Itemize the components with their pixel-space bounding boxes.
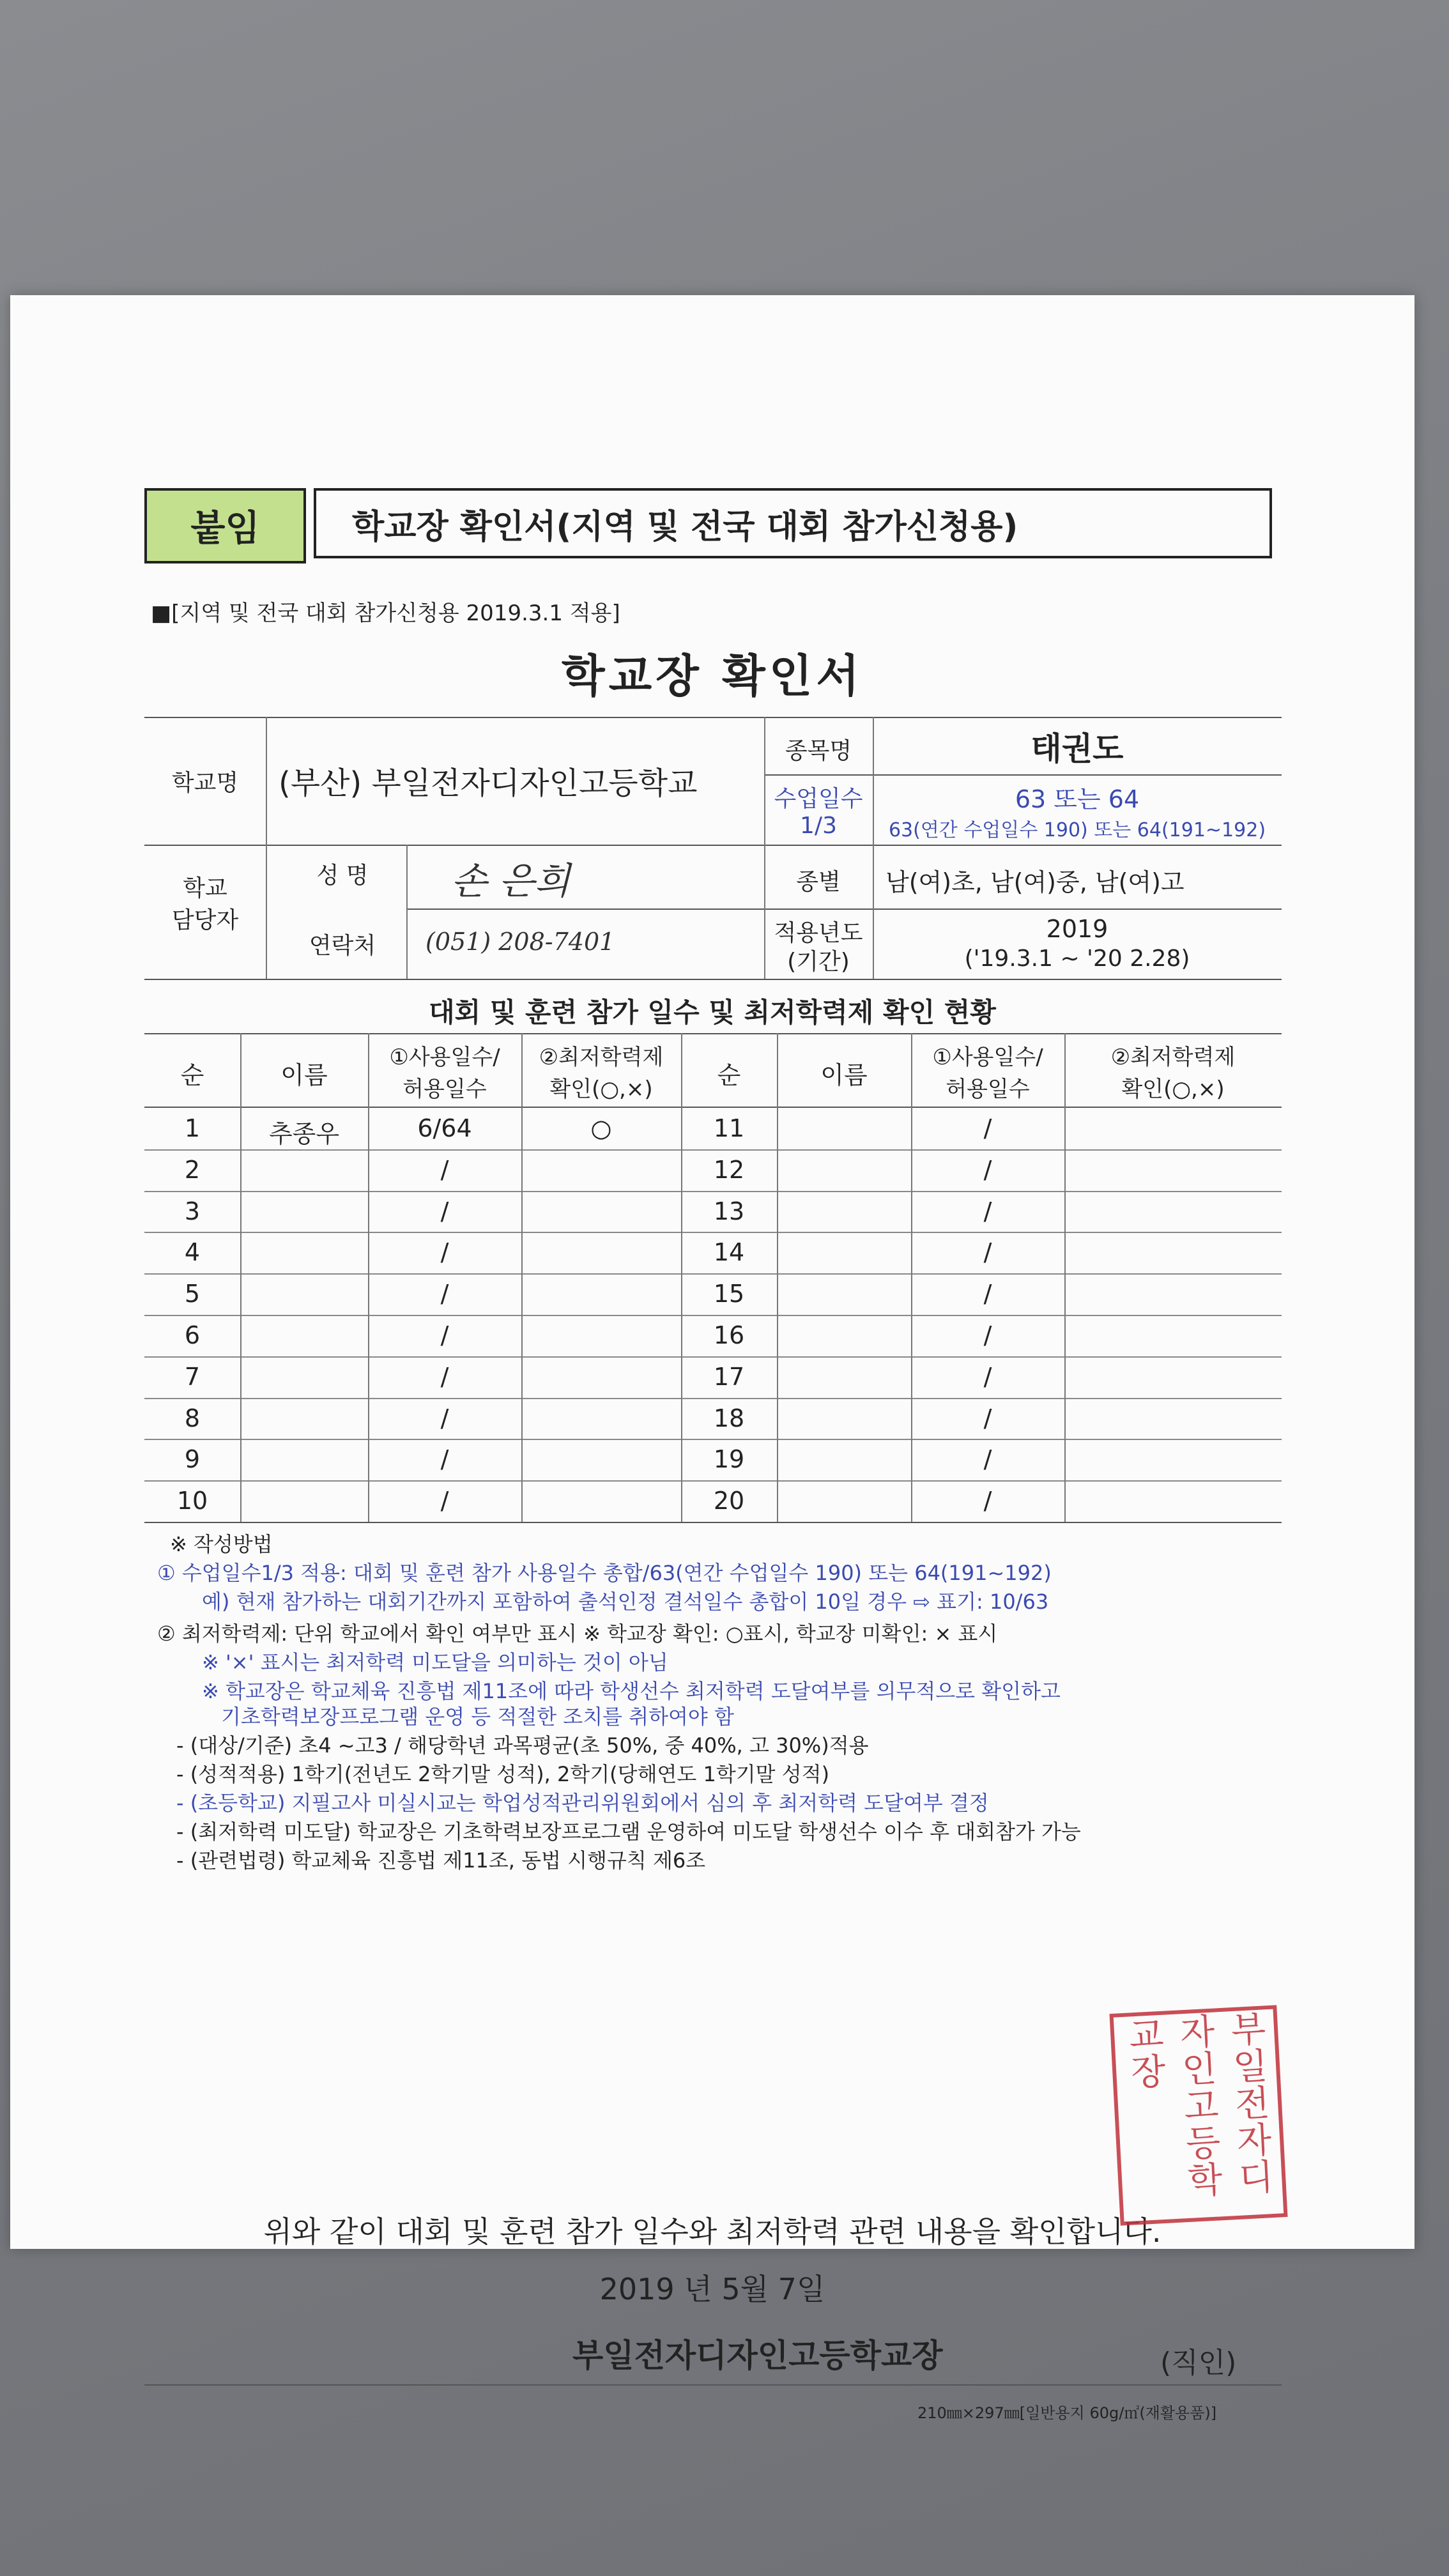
row-days: /	[440, 1404, 449, 1432]
row-divider	[144, 1149, 1282, 1151]
header-days: ①사용일수/	[389, 1045, 500, 1070]
confirm-text: 위와 같이 대회 및 훈련 참가 일수와 최저학력 관련 내용을 확인합니다.	[263, 2214, 1162, 2249]
contact-label: 연락처	[309, 933, 376, 959]
row-days: /	[440, 1362, 449, 1391]
row-days-right: /	[983, 1197, 992, 1225]
note-line: 기초학력보장프로그램 운영 등 적절한 조치를 취하여야 함	[221, 1705, 734, 1729]
row-seq: 3	[184, 1197, 201, 1225]
row-seq-right: 14	[713, 1238, 745, 1267]
staff-label: 학교	[183, 875, 227, 901]
note-line: - (대상/기준) 초4 ~고3 / 해당학년 과목평균(초 50%, 중 40%, 고 30%)적용	[176, 1733, 869, 1758]
note-line: - (최저학력 미도달) 학교장은 기초학력보장프로그램 운영하여 미도달 학생선수 이수 후 대회참가 가능	[176, 1820, 1081, 1844]
header-min: ②최저학력제	[539, 1045, 664, 1070]
row-seq-right: 15	[713, 1280, 745, 1308]
row-divider	[144, 1315, 1282, 1316]
row-seq-right: 16	[713, 1321, 745, 1349]
row-days-right: /	[983, 1238, 992, 1267]
row-days-right: /	[983, 1280, 992, 1308]
header-name-right: 이름	[820, 1061, 868, 1089]
paper-spec: 210㎜×297㎜[일반용지 60g/㎡(재활용품)]	[917, 2404, 1217, 2422]
principal-name: 부일전자디자인고등학교장	[572, 2337, 943, 2374]
status-vline	[240, 1033, 241, 1522]
row-days-right: /	[983, 1114, 992, 1142]
info-sub-line	[406, 908, 764, 910]
row-days: /	[440, 1238, 449, 1267]
header-title-box	[314, 488, 1272, 558]
info-sub-line-sport	[764, 774, 1282, 776]
header-days-2: 허용일수	[402, 1077, 487, 1102]
row-divider	[144, 1273, 1282, 1275]
row-days-right: /	[983, 1321, 992, 1349]
header-seq-right: 순	[717, 1061, 741, 1089]
header-title: 학교장 확인서(지역 및 전국 대회 참가신청용)	[352, 507, 1018, 546]
header-days-right-2: 허용일수	[946, 1077, 1030, 1102]
kind-label: 종별	[796, 869, 841, 895]
note-line: 예) 현재 참가하는 대회기간까지 포함하여 출석인정 결석일수 총합이 10일 경우 ⇨ 표기: 10/63	[202, 1590, 1049, 1614]
status-vline	[777, 1033, 778, 1522]
note-line: ① 수업일수1/3 적용: 대회 및 훈련 참가 사용일수 총합/63(연간 수업일수 190) 또는 64(191~192)	[157, 1561, 1052, 1585]
row-days: /	[440, 1445, 449, 1474]
school-label: 학교명	[171, 770, 239, 796]
name-label: 성 명	[316, 862, 369, 889]
kind-value: 남(여)초, 남(여)중, 남(여)고	[885, 868, 1184, 896]
document-page	[10, 295, 1414, 2422]
note-line: ② 최저학력제: 단위 학교에서 확인 여부만 표시 ※ 학교장 확인: ○표시, 학교장 미확인: × 표시	[157, 1621, 998, 1646]
row-days-right: /	[983, 1362, 992, 1391]
note-line: ※ 학교장은 학교체육 진흥법 제11조에 따라 학생선수 최저학력 도달여부를 의무적으로 확인하고	[202, 1679, 1061, 1703]
contact-value	[425, 928, 615, 956]
info-vline	[266, 717, 267, 979]
row-seq: 4	[184, 1238, 201, 1267]
header-seq: 순	[180, 1061, 204, 1089]
row-seq-right: 17	[713, 1362, 745, 1391]
row-seq: 7	[184, 1362, 201, 1391]
row-days-right: /	[983, 1487, 992, 1515]
status-header-line	[144, 1107, 1282, 1108]
row-seq-right: 20	[713, 1487, 745, 1515]
school-name: (부산) 부일전자디자인고등학교	[279, 765, 698, 801]
year-value: 2019	[1046, 915, 1108, 943]
status-vline	[521, 1033, 523, 1522]
year-label: 적용년도	[774, 920, 863, 946]
row-divider	[144, 1480, 1282, 1482]
sport-value: 태권도	[1031, 730, 1124, 767]
row-days: /	[440, 1321, 449, 1349]
row-divider	[144, 1356, 1282, 1358]
status-vline	[1064, 1033, 1066, 1522]
days-value: 63 또는 64	[1015, 785, 1140, 813]
info-vline	[406, 845, 408, 979]
header-min-right-2: 확인(○,×)	[1121, 1077, 1225, 1102]
note-line: - (관련법령) 학교체육 진흥법 제11조, 동법 시행규칙 제6조	[176, 1848, 706, 1873]
row-seq-right: 12	[713, 1155, 745, 1184]
header-min-2: 확인(○,×)	[549, 1077, 653, 1102]
row-seq-right: 13	[713, 1197, 745, 1225]
days-label: 수업일수	[774, 786, 863, 812]
note-line: - (성적적용) 1학기(전년도 2학기말 성적), 2학기(당해연도 1학기말 성적)	[176, 1762, 830, 1786]
row-days-right: /	[983, 1445, 992, 1474]
status-title: 대회 및 훈련 참가 일수 및 최저학력제 확인 현황	[429, 997, 996, 1028]
header-days-right: ①사용일수/	[932, 1045, 1043, 1070]
days-label-fraction: 1/3	[800, 813, 837, 839]
row-days: /	[440, 1487, 449, 1515]
note-line: ※ '×' 표시는 최저학력 미도달을 의미하는 것이 아님	[202, 1650, 668, 1675]
date-text: 2019 년 5월 7일	[599, 2272, 825, 2306]
footer-line	[144, 2384, 1282, 2386]
row-days: /	[440, 1197, 449, 1225]
row-divider	[144, 1439, 1282, 1440]
official-seal-stamp: 부일전자디자인고등학교장	[1109, 2005, 1287, 2225]
notice-line: ■[지역 및 전국 대회 참가신청용 2019.3.1 적용]	[151, 601, 620, 626]
row-seq: 6	[184, 1321, 201, 1349]
status-top-line	[144, 1033, 1282, 1034]
row-days-right: /	[983, 1404, 992, 1432]
info-mid-line	[144, 845, 1282, 846]
row-seq: 2	[184, 1155, 201, 1184]
row-seq: 8	[184, 1404, 201, 1432]
year-label-2: (기간)	[787, 949, 850, 975]
contact-value-text: (051) 208-7401	[425, 928, 615, 956]
note-line: ※ 작성방법	[170, 1532, 273, 1556]
name-value-handwritten: 손 은희	[451, 859, 571, 903]
header-min-right: ②최저학력제	[1110, 1045, 1236, 1070]
row-seq-right: 11	[713, 1114, 745, 1142]
row-days-right: /	[983, 1155, 992, 1184]
attachment-badge: 붙임	[144, 488, 306, 564]
row-seq-right: 19	[713, 1445, 745, 1474]
row-seq-right: 18	[713, 1404, 745, 1432]
header-name: 이름	[280, 1061, 328, 1089]
period-value: ('19.3.1 ~ '20 2.28)	[964, 946, 1190, 972]
row-divider	[144, 1232, 1282, 1233]
row-seq: 10	[176, 1487, 208, 1515]
row-seq: 5	[184, 1280, 201, 1308]
status-bottom-line	[144, 1522, 1282, 1523]
doc-title: 학교장 확인서	[561, 650, 864, 702]
note-line: - (초등학교) 지필고사 미실시교는 학업성적관리위원회에서 심의 후 최저학력 도달여부 결정	[176, 1791, 989, 1815]
days-note: 63(연간 수업일수 190) 또는 64(191~192)	[888, 819, 1266, 841]
sport-label: 종목명	[785, 738, 852, 764]
row-days: /	[440, 1280, 449, 1308]
row-seq: 1	[184, 1114, 201, 1142]
row-divider	[144, 1398, 1282, 1399]
row-days: 6/64	[417, 1114, 472, 1142]
row-days: /	[440, 1155, 449, 1184]
info-sub-line-right	[764, 908, 1282, 910]
info-bottom-line	[144, 979, 1282, 980]
row-name: 추종우	[268, 1120, 340, 1148]
row-seq: 9	[184, 1445, 201, 1474]
row-divider	[144, 1191, 1282, 1192]
staff-label-2: 담당자	[171, 907, 239, 933]
row-check: ○	[590, 1114, 612, 1142]
seal-label: (직인)	[1160, 2347, 1237, 2379]
info-top-line	[144, 717, 1282, 718]
